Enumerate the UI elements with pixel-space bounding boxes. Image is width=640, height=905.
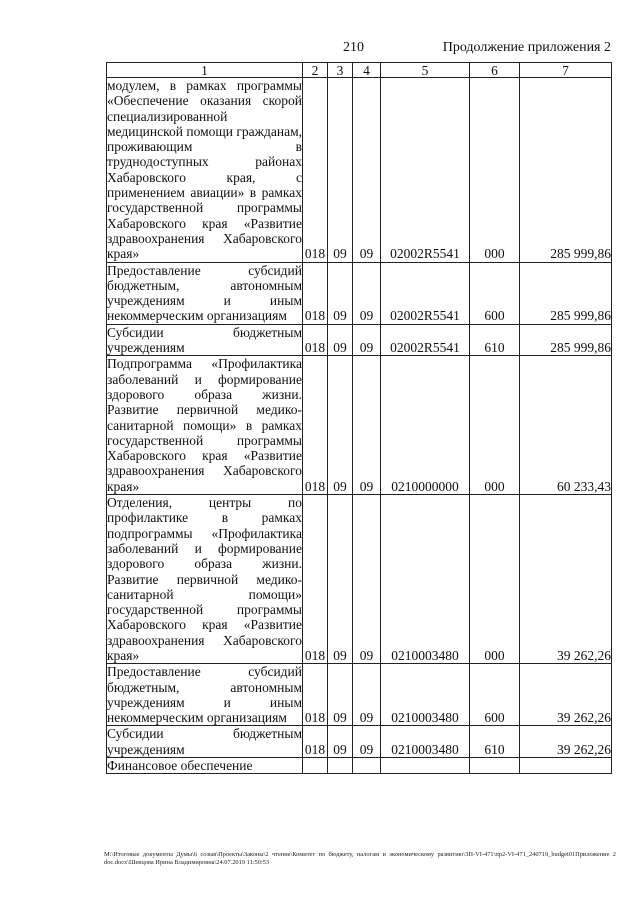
row-expense-type: 000	[470, 78, 520, 263]
row-ministry-code: 018	[303, 262, 328, 324]
row-target-article: 0210003480	[381, 495, 470, 664]
table-row	[107, 324, 612, 356]
column-header-1: 1	[107, 63, 303, 78]
row-description: Отделения, центры по профилактике в рамках подпрограммы «Профилактика заболеваний и формирование здорового образа жизни. Развитие первичной медико-санитарной помощи» государственной программы Хабаровского края «Развитие здравоохранения Хабаровского края»	[107, 495, 302, 663]
row-amount: 285 999,86	[520, 324, 612, 356]
row-target-article	[381, 758, 470, 774]
row-description: Финансовое обеспечение	[107, 758, 303, 774]
column-header-6: 6	[470, 63, 520, 78]
row-section-code: 09	[328, 262, 353, 324]
row-description: Субсидии бюджетным учреждениям	[107, 726, 302, 757]
row-subsection-code: 09	[353, 664, 381, 726]
row-section-code	[328, 758, 353, 774]
row-section-code: 09	[328, 356, 353, 495]
row-ministry-code: 018	[303, 324, 328, 356]
row-amount	[520, 758, 612, 774]
row-amount: 60 233,43	[520, 356, 612, 495]
row-ministry-code: 018	[303, 664, 328, 726]
row-section-code: 09	[328, 664, 353, 726]
row-section-code: 09	[328, 78, 353, 263]
row-amount: 39 262,26	[520, 664, 612, 726]
row-amount: 285 999,86	[520, 262, 612, 324]
row-target-article: 0210003480	[381, 664, 470, 726]
row-target-article: 02002R5541	[381, 262, 470, 324]
row-ministry-code	[303, 758, 328, 774]
row-expense-type	[470, 758, 520, 774]
page-number: 210	[343, 40, 364, 55]
row-target-article: 0210000000	[381, 356, 470, 495]
row-subsection-code: 09	[353, 78, 381, 263]
table-row	[107, 664, 612, 726]
row-section-code: 09	[328, 324, 353, 356]
column-header-7: 7	[520, 63, 612, 78]
row-description: модулем, в рамках программы «Обеспечение оказания скорой специализированной медицинской помощи гражданам, проживающим в труднодоступных районах Хабаровского края, с применением авиации» в рамках государственной программы Хабаровского края «Развитие здравоохранения Хабаровского края»	[107, 78, 302, 262]
row-amount: 285 999,86	[520, 78, 612, 263]
table-row	[107, 758, 612, 774]
row-amount: 39 262,26	[520, 495, 612, 664]
row-expense-type: 610	[470, 324, 520, 356]
row-expense-type: 610	[470, 726, 520, 758]
table-row	[107, 495, 612, 664]
column-header-3: 3	[328, 63, 353, 78]
column-header-4: 4	[353, 63, 381, 78]
row-expense-type: 600	[470, 664, 520, 726]
row-ministry-code: 018	[303, 495, 328, 664]
row-ministry-code: 018	[303, 78, 328, 263]
row-description: Предоставление субсидий бюджетным, автономным учреждениям и иным некоммерческим организациям	[107, 664, 302, 726]
row-section-code: 09	[328, 726, 353, 758]
table-row	[107, 726, 612, 758]
row-description: Предоставление субсидий бюджетным, автономным учреждениям и иным некоммерческим организациям	[107, 262, 302, 324]
column-header-2: 2	[303, 63, 328, 78]
row-target-article: 0210003480	[381, 726, 470, 758]
row-target-article: 02002R5541	[381, 324, 470, 356]
column-header-5: 5	[381, 63, 470, 78]
row-expense-type: 000	[470, 495, 520, 664]
row-ministry-code: 018	[303, 356, 328, 495]
row-section-code: 09	[328, 495, 353, 664]
table-header-row	[107, 63, 612, 78]
row-ministry-code: 018	[303, 726, 328, 758]
row-target-article: 02002R5541	[381, 78, 470, 263]
continuation-label: Продолжение приложения 2	[442, 40, 611, 55]
row-subsection-code: 09	[353, 356, 381, 495]
row-amount: 39 262,26	[520, 726, 612, 758]
row-subsection-code: 09	[353, 495, 381, 664]
row-expense-type: 600	[470, 262, 520, 324]
row-subsection-code: 09	[353, 726, 381, 758]
row-description: Субсидии бюджетным учреждениям	[107, 324, 302, 356]
row-subsection-code: 09	[353, 262, 381, 324]
table-row	[107, 356, 612, 495]
budget-table	[106, 62, 612, 774]
document-path-footer: М:\Итоговые документы Думы\6 созыв\Проекты\Законы\2 чтение\Комитет по бюджету, налогам и экономическому развитию\ЗП-VI-471\пр2-VI-471_240719_budget01Приложение 2 doc.docx\Шевцова Ирина Владимировна\24.07.2019 11:50:53	[104, 851, 616, 866]
row-subsection-code	[353, 758, 381, 774]
table-row	[107, 262, 612, 324]
table-row	[107, 78, 612, 263]
row-description: Подпрограмма «Профилактика заболеваний и формирование здорового образа жизни. Развитие первичной медико-санитарной помощи» в рамках государственной программы Хабаровского края «Развитие здравоохранения Хабаровского края»	[107, 356, 302, 494]
row-subsection-code: 09	[353, 324, 381, 356]
row-expense-type: 000	[470, 356, 520, 495]
